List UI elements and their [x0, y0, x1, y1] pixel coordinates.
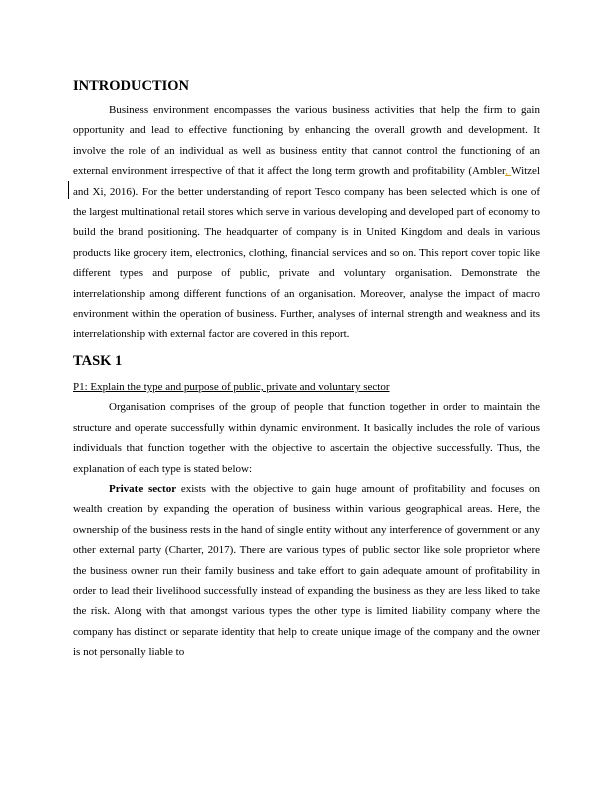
task1-heading: TASK 1	[73, 352, 123, 369]
intro-text-end: and Xi, 2016). For the better understanding of report Tesco company has been selected which is one of the largest multinational retail stores which serve in various developing and developed part of economy to build the brand positioning. The headquarter of company is in United Kingdom and deals in various products like grocery item, electronics, clothing, financial services and so on. This report cover topic like different types and purpose of public, private and voluntary organisation. Demonstrate the interrelationship among different functions of an organisation. Moreover, analyse the impact of macro environment within the operation of business. Further, analyses of internal strength and weakness and its interrelationship with external factor are covered in this report.	[73, 185, 540, 341]
private-sector-text: exists with the objective to gain huge amount of profitability and focuses on wealth creation by expanding the operation of business within various geographical areas. Here, the ownership of the business rests in the hand of single entity without any interference of government or any other external party (Charter, 2017). There are various types of public sector like sole proprietor where the business owner run their family business and take effort to gain adequate amount of profitability in order to lead their livelihood successfully instead of expanding the business as they are less liked to take the risk. Along with that amongst various types the other type is limited liability company where the company has distinct or separate identity that help to create unique image of the company and the owner is not personally liable to	[73, 482, 540, 659]
intro-text-start: Business environment encompasses the various business activities that help the firm to gain opportunity and lead to effective functioning by enhancing the overall growth and development. It involve the role of an individual as well as business entity that cannot control the functioning of an external environment irrespective of that it affect the long term growth and profitability (Ambler	[73, 104, 540, 178]
introduction-heading: INTRODUCTION	[73, 78, 190, 94]
tracked-change-mark: ,	[505, 165, 512, 178]
task1-paragraph-2	[73, 479, 540, 663]
document-body	[73, 76, 540, 663]
intro-text-middle: Witzel	[511, 165, 540, 178]
revision-change-bar	[68, 181, 69, 199]
private-sector-term: Private sector	[109, 482, 177, 495]
task1-paragraph-1: Organisation comprises of the group of people that function together in order to maintain the structure and operate successfully within dynamic environment. It basically includes the role of various individuals that function together with the objective to ascertain the objective successfully. Thus, the explanation of each type is stated below:	[73, 401, 540, 475]
p1-subheading: P1: Explain the type and purpose of public, private and voluntary sector	[73, 380, 390, 393]
introduction-paragraph	[73, 100, 540, 345]
